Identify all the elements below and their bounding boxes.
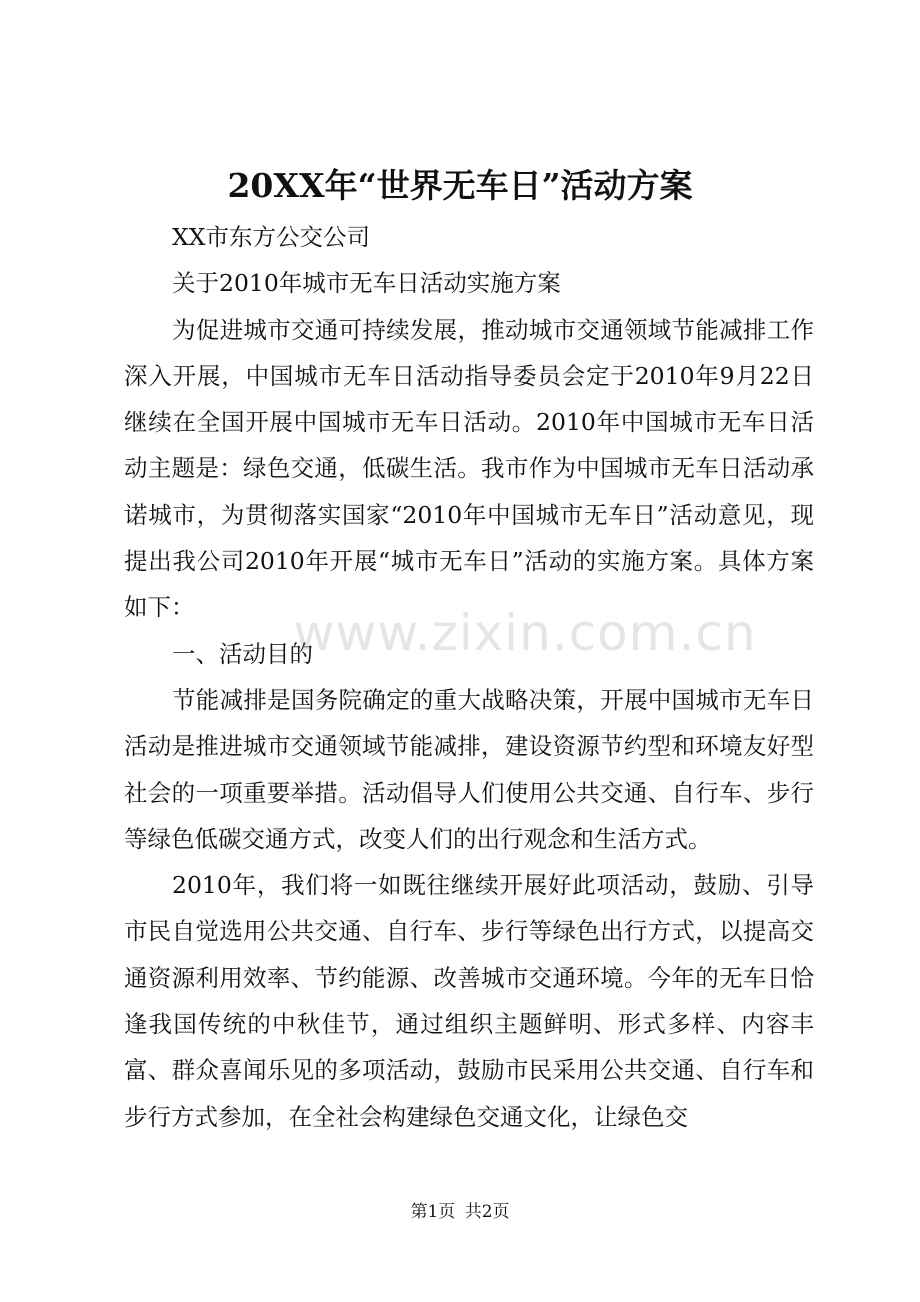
document-title: 20XX年“世界无车日”活动方案 — [227, 166, 693, 205]
document-body — [124, 214, 814, 1140]
page-total: 共2页 — [464, 1202, 510, 1222]
section-heading: 一、活动目的 — [172, 639, 313, 668]
purpose-paragraph: 节能减排是国务院确定的重大战略决策，开展中国城市无车日活动是推进城市交通领域节能减排，建设资源节约型和环境友好型社会的一项重要举措。活动倡导人们使用公共交通、自行车、步行等绿色低碳交通方式，改变人们的出行观念和生活方式。 — [124, 685, 814, 853]
watermark: www.zixin.com.cn — [293, 604, 757, 662]
page-footer — [0, 1200, 920, 1224]
page-number: 第1页 — [410, 1202, 456, 1222]
intro-paragraph: 为促进城市交通可持续发展，推动城市交通领域节能减排工作深入开展，中国城市无车日活动指导委员会定于2010年9月22日继续在全国开展中国城市无车日活动。2010年中国城市无车日活动主题是：绿色交通，低碳生活。我市作为中国城市无车日活动承诺城市，为贯彻落实国家“2010年中国城市无车日”活动意见，现提出我公司2010年开展“城市无车日”活动的实施方案。具体方案如下： — [124, 315, 814, 622]
plan-paragraph: 2010年，我们将一如既往继续开展好此项活动，鼓励、引导市民自觉选用公共交通、自行车、步行等绿色出行方式，以提高交通资源利用效率、节约能源、改善城市交通环境。今年的无车日恰逢我国传统的中秋佳节，通过组织主题鲜明、形式多样、内容丰富、群众喜闻乐见的多项活动，鼓励市民采用公共交通、自行车和步行方式参加，在全社会构建绿色交通文化，让绿色交 — [124, 871, 814, 1131]
subject-line: 关于2010年城市无车日活动实施方案 — [172, 269, 561, 298]
issuer-line: XX市东方公交公司 — [172, 223, 370, 251]
